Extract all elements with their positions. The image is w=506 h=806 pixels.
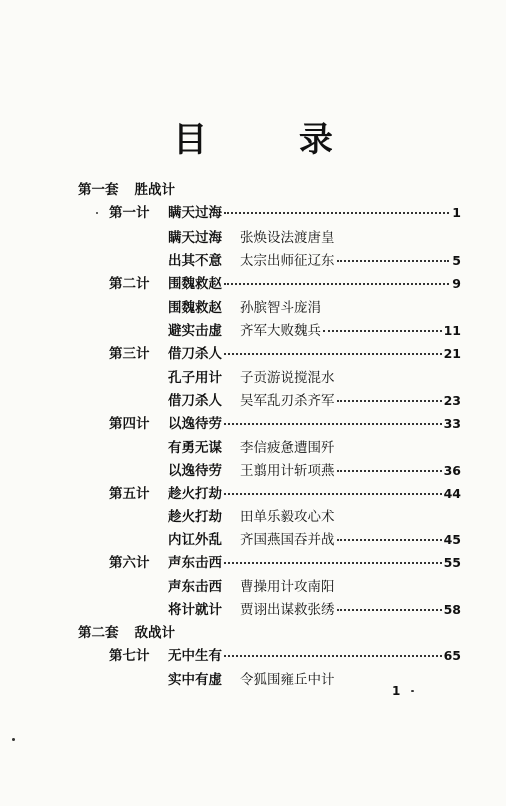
page-number: 23 — [443, 393, 461, 408]
scan-speck — [12, 738, 15, 741]
toc-subentry[interactable] — [168, 506, 461, 528]
page-number: 58 — [443, 602, 461, 617]
page-footer-number: 1 — [392, 684, 401, 698]
subentry-title: 有勇无谋 — [168, 440, 222, 456]
toc-subentry[interactable] — [168, 227, 461, 249]
subentry-title: 内讧外乱 — [168, 532, 222, 548]
dot-leader — [224, 483, 442, 495]
set-name: 胜战计 — [134, 182, 175, 198]
toc-chapter-3[interactable] — [109, 343, 461, 365]
set-heading — [78, 622, 175, 644]
page-number: 21 — [443, 346, 461, 361]
subentry-story: 孙膑智斗庞涓 — [240, 300, 321, 316]
subentry-story: 令狐围雍丘中计 — [240, 672, 335, 688]
toc-chapter-4[interactable] — [109, 413, 461, 435]
chapter-number: 第三计 — [109, 346, 150, 362]
page-title: 目 录 — [173, 120, 373, 160]
page-number: 44 — [443, 486, 461, 501]
page-number: 45 — [443, 532, 461, 547]
dot-leader — [337, 250, 450, 262]
toc-chapter-1[interactable] — [109, 202, 461, 224]
subentry-story: 齐国燕国吞并战 — [240, 532, 335, 548]
dot-leader — [224, 645, 442, 657]
toc-chapter-7[interactable] — [109, 645, 461, 667]
toc-subentry[interactable] — [168, 576, 461, 598]
scan-speck — [96, 212, 98, 214]
scan-speck — [411, 690, 414, 692]
toc-subentry[interactable] — [168, 297, 461, 319]
toc-subentry[interactable] — [168, 437, 461, 459]
subentry-title: 出其不意 — [168, 253, 222, 269]
subentry-title: 避实击虚 — [168, 323, 222, 339]
subentry-title: 声东击西 — [168, 579, 222, 595]
dot-leader — [224, 413, 442, 425]
dot-leader — [224, 343, 442, 355]
chapter-title: 声东击西 — [168, 555, 222, 571]
subentry-title: 以逸待劳 — [168, 463, 222, 479]
toc-subentry[interactable] — [168, 460, 461, 482]
chapter-title: 瞒天过海 — [168, 205, 222, 221]
page-number: 1 — [452, 205, 461, 220]
set-heading — [78, 179, 175, 201]
subentry-title: 趁火打劫 — [168, 509, 222, 525]
toc-chapter-6[interactable] — [109, 552, 461, 574]
toc-subentry[interactable] — [168, 250, 461, 272]
subentry-story: 曹操用计攻南阳 — [240, 579, 335, 595]
subentry-title: 实中有虚 — [168, 672, 222, 688]
subentry-story: 太宗出师征辽东 — [240, 253, 335, 269]
subentry-title: 瞒天过海 — [168, 230, 222, 246]
subentry-story: 齐军大败魏兵 — [240, 323, 321, 339]
chapter-number: 第四计 — [109, 416, 150, 432]
dot-leader — [224, 202, 449, 214]
set-label: 第二套 — [78, 625, 119, 641]
page-number: 11 — [443, 323, 461, 338]
chapter-title: 以逸待劳 — [168, 416, 222, 432]
toc-subentry[interactable] — [168, 367, 461, 389]
chapter-number: 第七计 — [109, 648, 150, 664]
chapter-number: 第五计 — [109, 486, 150, 502]
subentry-story: 吴军乱刃杀齐军 — [240, 393, 335, 409]
page-number: 33 — [443, 416, 461, 431]
dot-leader — [337, 390, 442, 402]
chapter-title: 围魏救赵 — [168, 276, 222, 292]
toc-subentry[interactable] — [168, 669, 461, 691]
subentry-title: 将计就计 — [168, 602, 222, 618]
chapter-title: 无中生有 — [168, 648, 222, 664]
page-number: 9 — [452, 276, 461, 291]
dot-leader — [337, 460, 442, 472]
dot-leader — [323, 320, 442, 332]
dot-leader — [224, 552, 442, 564]
page-number: 65 — [443, 648, 461, 663]
toc-subentry[interactable] — [168, 599, 461, 621]
chapter-number: 第二计 — [109, 276, 150, 292]
toc-chapter-5[interactable] — [109, 483, 461, 505]
subentry-story: 田单乐毅攻心术 — [240, 509, 335, 525]
subentry-title: 借刀杀人 — [168, 393, 222, 409]
dot-leader — [224, 273, 449, 285]
subentry-story: 王翦用计斩项燕 — [240, 463, 335, 479]
toc-subentry[interactable] — [168, 390, 461, 412]
subentry-story: 贾诩出谋救张绣 — [240, 602, 335, 618]
chapter-number: 第六计 — [109, 555, 150, 571]
chapter-title: 趁火打劫 — [168, 486, 222, 502]
subentry-story: 李信疲惫遭围歼 — [240, 440, 335, 456]
page-number: 36 — [443, 463, 461, 478]
set-label: 第一套 — [78, 182, 119, 198]
subentry-story: 子贡游说搅混水 — [240, 370, 335, 386]
toc-chapter-2[interactable] — [109, 273, 461, 295]
dot-leader — [337, 599, 442, 611]
chapter-title: 借刀杀人 — [168, 346, 222, 362]
set-name: 敌战计 — [134, 625, 175, 641]
toc-subentry[interactable] — [168, 320, 461, 342]
subentry-title: 孔子用计 — [168, 370, 222, 386]
subentry-story: 张焕设法渡唐皇 — [240, 230, 335, 246]
toc-subentry[interactable] — [168, 529, 461, 551]
page-number: 5 — [452, 253, 461, 268]
subentry-title: 围魏救赵 — [168, 300, 222, 316]
page-number: 55 — [443, 555, 461, 570]
dot-leader — [337, 529, 442, 541]
chapter-number: 第一计 — [109, 205, 150, 221]
